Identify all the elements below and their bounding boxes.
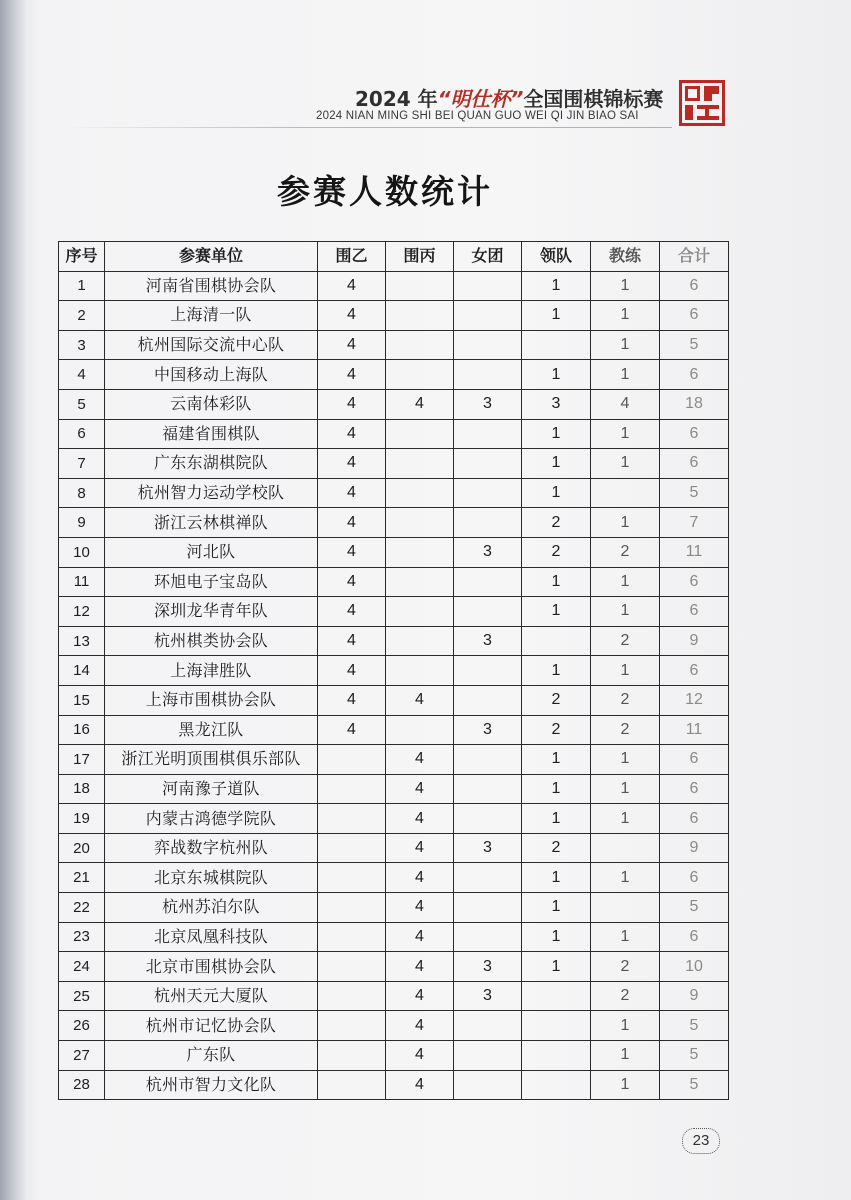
- event-title: [355, 83, 670, 112]
- cell-women-team: 3: [454, 833, 522, 863]
- cell-weiyi: [318, 1041, 386, 1071]
- cell-team-name: 黑龙江队: [105, 715, 318, 745]
- participant-stats-table: [58, 241, 729, 1100]
- cell-coach: 1: [591, 804, 660, 834]
- table-row: [59, 804, 729, 834]
- cell-weiyi: 4: [318, 537, 386, 567]
- table-header-row: [59, 242, 729, 272]
- cell-weibing: 4: [386, 804, 454, 834]
- cell-total: 6: [660, 863, 729, 893]
- cell-coach: 2: [591, 626, 660, 656]
- cell-weibing: 4: [386, 685, 454, 715]
- cell-women-team: [454, 804, 522, 834]
- cell-leader: 2: [522, 685, 591, 715]
- cell-total: 5: [660, 1070, 729, 1100]
- cell-women-team: [454, 1070, 522, 1100]
- cell-total: 9: [660, 833, 729, 863]
- cell-weiyi: [318, 804, 386, 834]
- column-header-weiyi: 围乙: [318, 242, 386, 272]
- cell-leader: 1: [522, 893, 591, 923]
- cell-weiyi: [318, 952, 386, 982]
- table-row: [59, 1041, 729, 1071]
- cell-weiyi: 4: [318, 301, 386, 331]
- cell-total: 5: [660, 893, 729, 923]
- cell-total: 6: [660, 419, 729, 449]
- table-row: [59, 893, 729, 923]
- cell-coach: 1: [591, 330, 660, 360]
- cell-weibing: [386, 656, 454, 686]
- cell-index: 14: [59, 656, 105, 686]
- cell-women-team: [454, 271, 522, 301]
- cell-weibing: 4: [386, 745, 454, 775]
- column-header-total: 合计: [660, 242, 729, 272]
- cell-coach: 1: [591, 301, 660, 331]
- cell-women-team: [454, 419, 522, 449]
- cell-women-team: [454, 656, 522, 686]
- cell-women-team: [454, 745, 522, 775]
- cell-total: 9: [660, 981, 729, 1011]
- cell-coach: 1: [591, 1070, 660, 1100]
- cell-women-team: 3: [454, 981, 522, 1011]
- cell-weiyi: 4: [318, 626, 386, 656]
- cell-women-team: [454, 774, 522, 804]
- cell-women-team: [454, 893, 522, 923]
- cell-index: 19: [59, 804, 105, 834]
- cell-team-name: 北京东城棋院队: [105, 863, 318, 893]
- cell-total: 6: [660, 656, 729, 686]
- cell-women-team: 3: [454, 715, 522, 745]
- cell-total: 18: [660, 389, 729, 419]
- cell-coach: 2: [591, 952, 660, 982]
- column-header-coach: 教练: [591, 242, 660, 272]
- cell-weibing: [386, 330, 454, 360]
- cell-total: 6: [660, 597, 729, 627]
- cell-weiyi: 4: [318, 715, 386, 745]
- cell-weiyi: [318, 981, 386, 1011]
- cell-weiyi: [318, 745, 386, 775]
- column-header-leader: 领队: [522, 242, 591, 272]
- cell-coach: 1: [591, 863, 660, 893]
- cell-weibing: 4: [386, 1011, 454, 1041]
- cell-women-team: [454, 1041, 522, 1071]
- cell-team-name: 杭州棋类协会队: [105, 626, 318, 656]
- page-title: 参赛人数统计: [277, 172, 493, 211]
- cell-leader: 1: [522, 745, 591, 775]
- cell-coach: 1: [591, 1011, 660, 1041]
- cell-coach: 1: [591, 449, 660, 479]
- cell-women-team: [454, 360, 522, 390]
- cell-weibing: [386, 449, 454, 479]
- cell-leader: 1: [522, 478, 591, 508]
- cell-weiyi: 4: [318, 685, 386, 715]
- cell-weibing: 4: [386, 952, 454, 982]
- cell-women-team: 3: [454, 952, 522, 982]
- cell-index: 22: [59, 893, 105, 923]
- cell-weibing: 4: [386, 1070, 454, 1100]
- cell-coach: 4: [591, 389, 660, 419]
- cell-coach: 1: [591, 745, 660, 775]
- cell-women-team: [454, 597, 522, 627]
- cell-total: 10: [660, 952, 729, 982]
- cell-team-name: 杭州市记忆协会队: [105, 1011, 318, 1041]
- cell-coach: 1: [591, 508, 660, 538]
- cell-weibing: 4: [386, 774, 454, 804]
- table-body: [59, 271, 729, 1100]
- cell-coach: 2: [591, 685, 660, 715]
- cell-index: 27: [59, 1041, 105, 1071]
- cell-weiyi: [318, 863, 386, 893]
- cell-index: 4: [59, 360, 105, 390]
- cell-total: 6: [660, 567, 729, 597]
- cell-total: 11: [660, 537, 729, 567]
- cell-index: 6: [59, 419, 105, 449]
- cell-women-team: [454, 478, 522, 508]
- cell-weiyi: 4: [318, 330, 386, 360]
- cell-team-name: 上海津胜队: [105, 656, 318, 686]
- cell-total: 9: [660, 626, 729, 656]
- cell-women-team: [454, 449, 522, 479]
- cell-weiyi: 4: [318, 389, 386, 419]
- cell-coach: 1: [591, 597, 660, 627]
- cell-weibing: [386, 419, 454, 449]
- cell-team-name: 杭州天元大厦队: [105, 981, 318, 1011]
- cell-coach: [591, 478, 660, 508]
- table-row: [59, 449, 729, 479]
- cell-index: 23: [59, 922, 105, 952]
- event-title-year: 2024 年: [355, 87, 438, 111]
- table-row: [59, 685, 729, 715]
- cell-index: 5: [59, 389, 105, 419]
- cell-coach: [591, 833, 660, 863]
- cell-index: 20: [59, 833, 105, 863]
- cell-coach: 1: [591, 360, 660, 390]
- cell-index: 25: [59, 981, 105, 1011]
- cell-weibing: 4: [386, 981, 454, 1011]
- cell-index: 16: [59, 715, 105, 745]
- cell-weibing: [386, 537, 454, 567]
- cell-index: 3: [59, 330, 105, 360]
- cell-index: 13: [59, 626, 105, 656]
- cell-weibing: [386, 715, 454, 745]
- cell-leader: 1: [522, 567, 591, 597]
- cell-weibing: [386, 271, 454, 301]
- cell-coach: 2: [591, 537, 660, 567]
- cell-team-name: 弈战数字杭州队: [105, 833, 318, 863]
- cell-index: 21: [59, 863, 105, 893]
- table-row: [59, 537, 729, 567]
- cell-leader: 1: [522, 863, 591, 893]
- cell-leader: 1: [522, 774, 591, 804]
- cell-total: 5: [660, 478, 729, 508]
- cell-total: 6: [660, 449, 729, 479]
- cell-team-name: 浙江光明顶围棋俱乐部队: [105, 745, 318, 775]
- cell-coach: 1: [591, 271, 660, 301]
- cell-women-team: 3: [454, 626, 522, 656]
- cell-weiyi: 4: [318, 597, 386, 627]
- cell-coach: 1: [591, 922, 660, 952]
- cell-team-name: 河南省围棋协会队: [105, 271, 318, 301]
- cell-team-name: 杭州国际交流中心队: [105, 330, 318, 360]
- cell-total: 12: [660, 685, 729, 715]
- cell-women-team: [454, 685, 522, 715]
- cell-coach: 1: [591, 774, 660, 804]
- table-row: [59, 952, 729, 982]
- cell-coach: 1: [591, 567, 660, 597]
- table-row: [59, 271, 729, 301]
- cell-coach: 1: [591, 1041, 660, 1071]
- cell-index: 10: [59, 537, 105, 567]
- table-row: [59, 1011, 729, 1041]
- cell-weiyi: 4: [318, 419, 386, 449]
- cell-total: 6: [660, 271, 729, 301]
- cell-leader: 1: [522, 271, 591, 301]
- column-header-team: 参赛单位: [105, 242, 318, 272]
- column-header-index: 序号: [59, 242, 105, 272]
- cell-total: 5: [660, 1011, 729, 1041]
- cell-total: 6: [660, 922, 729, 952]
- cell-weibing: 4: [386, 389, 454, 419]
- cell-weiyi: [318, 1011, 386, 1041]
- cell-weibing: [386, 508, 454, 538]
- seal-logo-icon: [679, 80, 725, 126]
- cell-leader: 1: [522, 419, 591, 449]
- event-title-rest: 全国围棋锦标赛: [523, 87, 664, 111]
- table-row: [59, 745, 729, 775]
- cell-index: 8: [59, 478, 105, 508]
- cell-team-name: 上海市围棋协会队: [105, 685, 318, 715]
- cell-leader: 1: [522, 922, 591, 952]
- table-row: [59, 656, 729, 686]
- cell-total: 11: [660, 715, 729, 745]
- cell-weiyi: [318, 774, 386, 804]
- cell-leader: 2: [522, 715, 591, 745]
- cell-weiyi: 4: [318, 449, 386, 479]
- cell-coach: 1: [591, 656, 660, 686]
- cell-team-name: 浙江云林棋禅队: [105, 508, 318, 538]
- cell-weibing: [386, 478, 454, 508]
- cell-leader: [522, 1041, 591, 1071]
- cell-leader: [522, 981, 591, 1011]
- cell-weibing: 4: [386, 1041, 454, 1071]
- cell-weiyi: 4: [318, 508, 386, 538]
- cell-weiyi: 4: [318, 567, 386, 597]
- cell-weibing: [386, 301, 454, 331]
- cell-team-name: 云南体彩队: [105, 389, 318, 419]
- cell-leader: 1: [522, 804, 591, 834]
- cell-weibing: [386, 597, 454, 627]
- cell-team-name: 上海清一队: [105, 301, 318, 331]
- table-row: [59, 715, 729, 745]
- cell-team-name: 广东队: [105, 1041, 318, 1071]
- cell-women-team: [454, 301, 522, 331]
- table-row: [59, 478, 729, 508]
- cell-team-name: 杭州苏泊尔队: [105, 893, 318, 923]
- table-row: [59, 922, 729, 952]
- cell-team-name: 环旭电子宝岛队: [105, 567, 318, 597]
- cell-team-name: 内蒙古鸿德学院队: [105, 804, 318, 834]
- cell-leader: 1: [522, 301, 591, 331]
- cell-coach: 2: [591, 981, 660, 1011]
- cell-leader: [522, 626, 591, 656]
- cell-coach: 2: [591, 715, 660, 745]
- cell-weibing: 4: [386, 863, 454, 893]
- cell-women-team: 3: [454, 537, 522, 567]
- table-row: [59, 626, 729, 656]
- cell-team-name: 福建省围棋队: [105, 419, 318, 449]
- table-row: [59, 597, 729, 627]
- table-row: [59, 508, 729, 538]
- cell-index: 1: [59, 271, 105, 301]
- table-row: [59, 981, 729, 1011]
- cell-team-name: 北京市围棋协会队: [105, 952, 318, 982]
- cell-index: 28: [59, 1070, 105, 1100]
- cell-women-team: [454, 508, 522, 538]
- table-row: [59, 1070, 729, 1100]
- cell-total: 6: [660, 360, 729, 390]
- cell-weiyi: [318, 1070, 386, 1100]
- cell-team-name: 杭州市智力文化队: [105, 1070, 318, 1100]
- cell-total: 7: [660, 508, 729, 538]
- cell-weiyi: 4: [318, 360, 386, 390]
- cell-weiyi: 4: [318, 271, 386, 301]
- cell-leader: 2: [522, 537, 591, 567]
- cell-leader: 2: [522, 508, 591, 538]
- table-row: [59, 389, 729, 419]
- cell-weibing: 4: [386, 922, 454, 952]
- cell-total: 6: [660, 745, 729, 775]
- cell-leader: 2: [522, 833, 591, 863]
- table-row: [59, 330, 729, 360]
- cell-leader: 1: [522, 597, 591, 627]
- column-header-women-team: 女团: [454, 242, 522, 272]
- cell-total: 5: [660, 1041, 729, 1071]
- cell-leader: 1: [522, 449, 591, 479]
- table-row: [59, 419, 729, 449]
- cell-weiyi: [318, 922, 386, 952]
- cell-leader: 1: [522, 656, 591, 686]
- cell-team-name: 广东东湖棋院队: [105, 449, 318, 479]
- cell-index: 24: [59, 952, 105, 982]
- cell-leader: [522, 330, 591, 360]
- page-number: 23: [682, 1128, 720, 1154]
- table-header: [59, 242, 729, 272]
- cell-weiyi: [318, 833, 386, 863]
- table-row: [59, 774, 729, 804]
- cell-total: 6: [660, 804, 729, 834]
- cell-weibing: 4: [386, 833, 454, 863]
- cell-total: 6: [660, 301, 729, 331]
- cell-team-name: 深圳龙华青年队: [105, 597, 318, 627]
- cell-leader: 3: [522, 389, 591, 419]
- cell-weibing: [386, 360, 454, 390]
- column-header-weibing: 围丙: [386, 242, 454, 272]
- cell-team-name: 河北队: [105, 537, 318, 567]
- cell-team-name: 中国移动上海队: [105, 360, 318, 390]
- cell-index: 18: [59, 774, 105, 804]
- cell-index: 15: [59, 685, 105, 715]
- table-row: [59, 863, 729, 893]
- cell-women-team: [454, 330, 522, 360]
- cell-index: 17: [59, 745, 105, 775]
- event-title-brand: “明仕杯”: [437, 87, 524, 111]
- event-subtitle: 2024 NIAN MING SHI BEI QUAN GUO WEI QI JIN BIAO SAI: [316, 110, 639, 122]
- cell-women-team: [454, 922, 522, 952]
- cell-team-name: 杭州智力运动学校队: [105, 478, 318, 508]
- cell-weiyi: 4: [318, 656, 386, 686]
- cell-weibing: 4: [386, 893, 454, 923]
- cell-weiyi: [318, 893, 386, 923]
- cell-index: 12: [59, 597, 105, 627]
- cell-leader: 1: [522, 952, 591, 982]
- cell-index: 26: [59, 1011, 105, 1041]
- cell-leader: [522, 1070, 591, 1100]
- cell-coach: [591, 893, 660, 923]
- cell-index: 9: [59, 508, 105, 538]
- cell-team-name: 北京凤凰科技队: [105, 922, 318, 952]
- cell-coach: 1: [591, 419, 660, 449]
- cell-total: 5: [660, 330, 729, 360]
- cell-leader: [522, 1011, 591, 1041]
- cell-women-team: [454, 863, 522, 893]
- cell-total: 6: [660, 774, 729, 804]
- header-divider: [60, 127, 672, 128]
- cell-index: 11: [59, 567, 105, 597]
- cell-women-team: [454, 1011, 522, 1041]
- cell-weibing: [386, 626, 454, 656]
- table-row: [59, 360, 729, 390]
- cell-leader: 1: [522, 360, 591, 390]
- cell-women-team: [454, 567, 522, 597]
- table-row: [59, 567, 729, 597]
- cell-women-team: 3: [454, 389, 522, 419]
- cell-index: 7: [59, 449, 105, 479]
- cell-weibing: [386, 567, 454, 597]
- cell-index: 2: [59, 301, 105, 331]
- table-row: [59, 833, 729, 863]
- cell-team-name: 河南豫子道队: [105, 774, 318, 804]
- cell-weiyi: 4: [318, 478, 386, 508]
- table-row: [59, 301, 729, 331]
